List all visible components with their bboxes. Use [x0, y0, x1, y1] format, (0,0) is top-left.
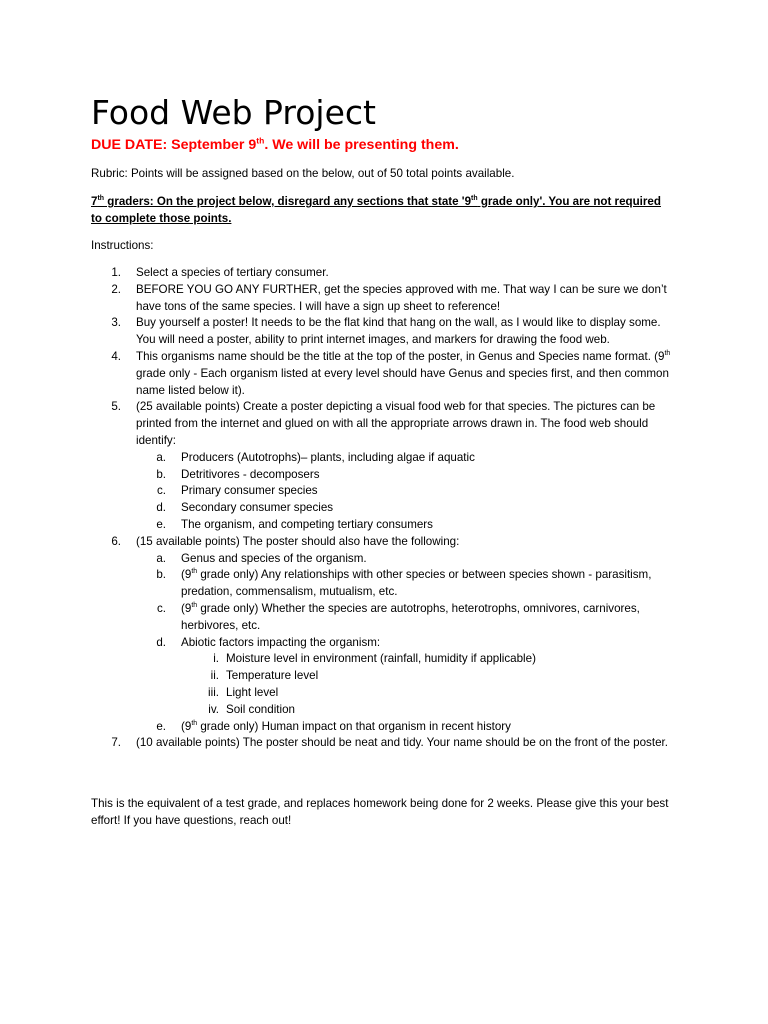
- sub-list-item: b. (9th grade only) Any relationships with other species or between species shown - parasitism, predation, commensalism, mutualism, etc.: [156, 568, 652, 599]
- sub-list: [136, 551, 681, 736]
- sub-list-item: e. (9th grade only) Human impact on that organism in recent history: [156, 719, 511, 733]
- instructions-label: Instructions:: [91, 239, 154, 252]
- page-title: Food Web Project: [91, 93, 376, 132]
- list-item: 4. This organisms name should be the title at the top of the poster, in Genus and Species name format. (9th grade only - Each organism listed at every level should have Genus and species first, and then common name listed below it).: [111, 349, 671, 397]
- sub-sub-list-item: iii. Light level: [208, 685, 279, 699]
- sub-sub-list-item: iv. Soil condition: [208, 702, 295, 716]
- sub-list-item: c. (9th grade only) Whether the species are autotrophs, heterotrophs, omnivores, carnivores, herbivores, etc.: [156, 601, 640, 632]
- instructions-list: [91, 265, 681, 752]
- sub-list-item: b. Detritivores - decomposers: [156, 467, 320, 481]
- sub-sub-list-item: ii. Temperature level: [210, 669, 319, 683]
- sub-sub-list-item: i. Moisture level in environment (rainfall, humidity if applicable): [213, 652, 536, 666]
- sub-list-item: d. Secondary consumer species: [156, 501, 334, 515]
- list-item: 7. (10 available points) The poster should be neat and tidy. Your name should be on the front of the poster.: [111, 736, 668, 750]
- sub-list-item: c. Primary consumer species: [156, 484, 318, 498]
- list-item: 2. BEFORE YOU GO ANY FURTHER, get the species approved with me. That way I can be sure we don’t have tons of the same species. I will have a sign up sheet to reference!: [111, 282, 667, 313]
- due-date: DUE DATE: September 9th. We will be presenting them.: [91, 135, 459, 153]
- sub-list-item: d. Abiotic factors impacting the organism: i. Moisture level in environment (rainfall, humidity if applicable) ii. Temperature level iii. Light level iv. Soil condition: [136, 635, 681, 719]
- list-item: 5. (25 available points) Create a poster depicting a visual food web for that species. The pictures can be printed from the internet and glued on with all the appropriate arrows drawn in. The food web should identify: a. Producers (Autotrophs)– plants, including algae if aquatic b. Detritivores - decomposers c. Primary consumer species d. Secondary consumer species e. The organism, and competing tertiary consumers: [91, 399, 681, 533]
- rubric-text: Rubric: Points will be assigned based on the below, out of 50 total points available.: [91, 167, 515, 180]
- list-item: 1. Select a species of tertiary consumer.: [111, 266, 329, 279]
- sub-list-item: a. Producers (Autotrophs)– plants, including algae if aquatic: [156, 450, 475, 464]
- list-item: 3. Buy yourself a poster! It needs to be the flat kind that hang on the wall, as I would like to display some. You will need a poster, ability to print internet images, and markers for drawing the food web.: [111, 316, 661, 347]
- closing-paragraph: This is the equivalent of a test grade, and replaces homework being done for 2 weeks. Please give this your best effort! If you have questions, reach out!: [91, 797, 669, 827]
- sub-list: [136, 450, 681, 534]
- sub-sub-list: [181, 651, 681, 718]
- grader-note: 7th graders: On the project below, disregard any sections that state '9th grade only'. You are not required to complete those points.: [91, 195, 661, 225]
- sub-list-item: a. Genus and species of the organism.: [156, 551, 367, 565]
- sub-list-item: e. The organism, and competing tertiary consumers: [156, 517, 433, 531]
- list-item: 6. (15 available points) The poster should also have the following: a. Genus and species of the organism. b. (9th grade only) Any relationships with other species or between species shown - parasitism, predation, commensalism, mutualism, etc. c. (9th grade only) Whether the species are autotrophs, heterotrophs, omnivores, carnivores, herbivores, etc. d. Abiotic factors impacting the organism: i. Moisture level in environment (rainfall, humidity if applicable) ii. Temperature level iii. Light level iv. Soil condition e. (9th grade only) Human impact on that organism in recent history: [91, 534, 681, 736]
